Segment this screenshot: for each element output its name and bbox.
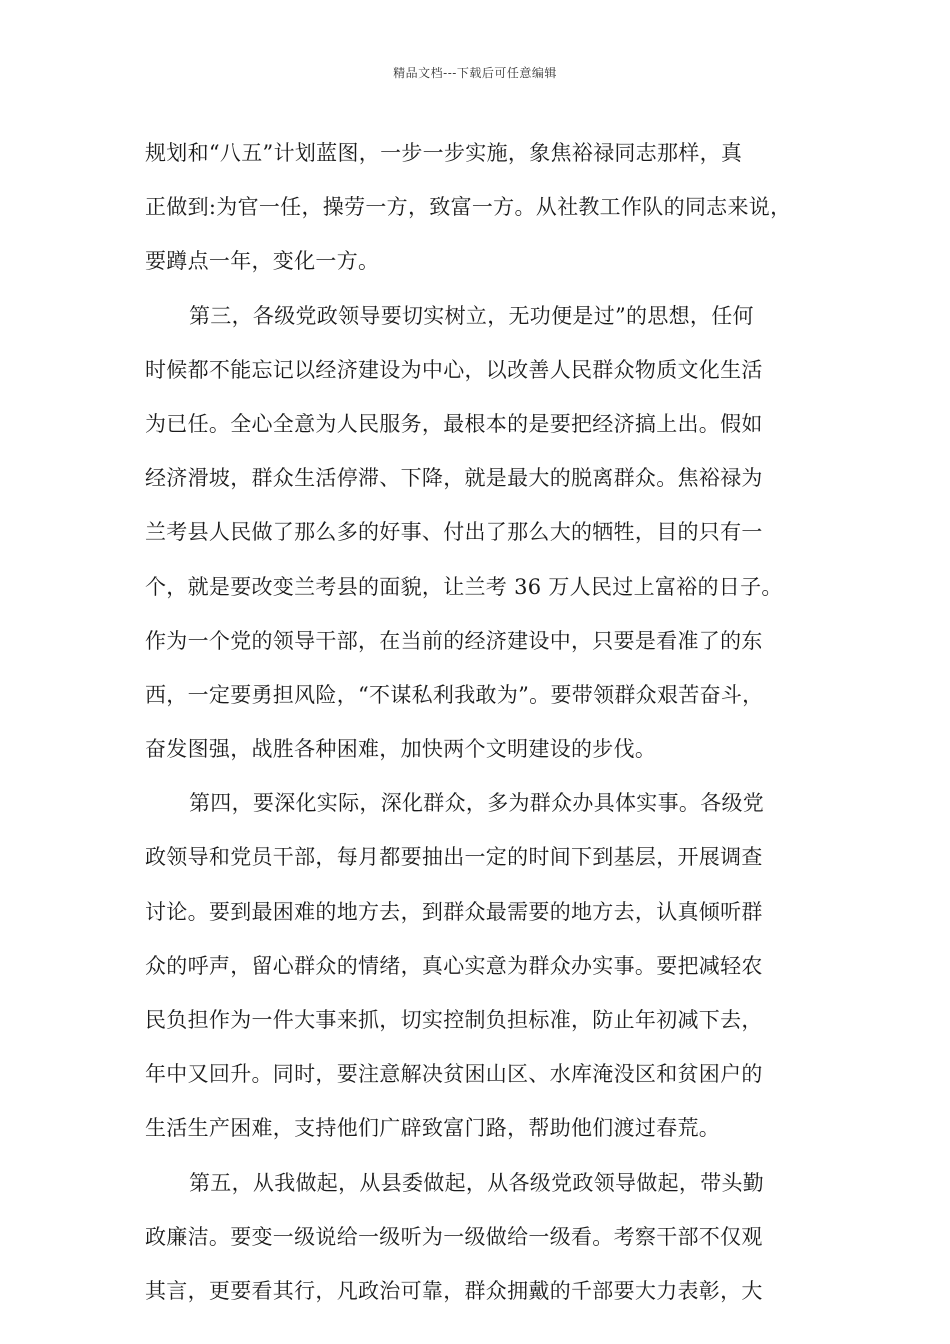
text-line: 正做到:为官一任，操劳一方，致富一方。从社教工作队的同志来说，	[145, 195, 792, 220]
text-line: 生活生产困难，支持他们广辟致富门路，帮助他们渡过春荒。	[145, 1116, 721, 1141]
document-body	[145, 126, 815, 1318]
paragraph-start-line: 第五，从我做起，从县委做起，从各级党政领导做起，带头勤	[189, 1170, 765, 1195]
page-header: 精品文档---下载后可任意编辑	[393, 66, 557, 80]
text-line: 讨论。要到最困难的地方去，到群众最需要的地方去，认真倾听群	[145, 899, 763, 924]
text-line: 兰考县人民做了那么多的好事、付出了那么大的牺牲，目的只有一	[145, 520, 763, 545]
text-line: 奋发图强，战胜各种困难，加快两个文明建设的步伐。	[145, 737, 657, 762]
text-line: 年中又回升。同时，要注意解决贫困山区、水库淹没区和贫困户的	[145, 1062, 763, 1087]
text-line: 个，就是要改变兰考县的面貌，让兰考 36 万人民过上富裕的日子。	[145, 574, 783, 599]
paragraph-start-line: 第四，要深化实际，深化群众，多为群众办具体实事。各级党	[189, 791, 765, 816]
text-line: 要蹲点一年，变化一方。	[145, 249, 380, 274]
text-line: 政廉洁。要变一级说给一级听为一级做给一级看。考察干部不仅观	[145, 1224, 763, 1249]
paragraph-start-line: 第三，各级党政领导要切实树立，无功便是过”的思想，任何	[189, 303, 754, 328]
text-line: 其言，更要看其行，凡政治可靠，群众拥戴的千部要大力表彰，大	[145, 1278, 763, 1303]
text-line: 民负担作为一件大事来抓，切实控制负担标准，防止年初减下去，	[145, 1008, 763, 1032]
text-line: 经济滑坡，群众生活停滞、下降，就是最大的脱离群众。焦裕禄为	[145, 466, 763, 491]
text-line: 政领导和党员干部，每月都要抽出一定的时间下到基层，开展调查	[145, 845, 763, 870]
text-line: 作为一个党的领导干部，在当前的经济建设中，只要是看准了的东	[145, 628, 763, 653]
text-line: 规划和“八五”计划蓝图，一步一步实施，象焦裕禄同志那样，真	[145, 141, 743, 165]
text-line: 西，一定要勇担风险，“不谋私利我敢为”。要带领群众艰苦奋斗，	[145, 682, 764, 707]
text-line: 为已任。全心全意为人民服务，最根本的是要把经济搞上出。假如	[145, 411, 763, 436]
text-line: 时候都不能忘记以经济建设为中心，以改善人民群众物质文化生活	[145, 357, 763, 382]
text-line: 众的呼声，留心群众的情绪，真心实意为群众办实事。要把减轻农	[145, 953, 763, 978]
